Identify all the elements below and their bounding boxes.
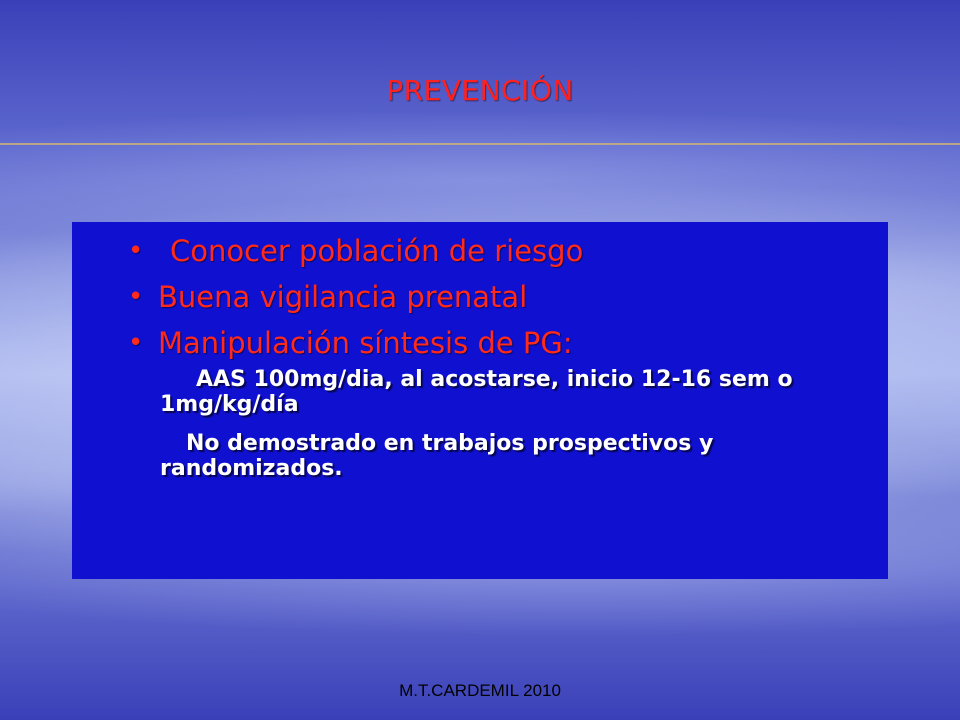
bullet-label: Buena vigilancia prenatal <box>158 280 528 314</box>
evidence-note-text: No demostrado en trabajos prospectivos y randomizados. <box>160 431 714 481</box>
slide-title: PREVENCIÓN <box>386 74 574 107</box>
bullet-label: Conocer población de riesgo <box>170 234 584 268</box>
bullet-item <box>128 228 583 274</box>
bullet-icon: • <box>128 328 144 358</box>
bullet-list <box>128 228 583 366</box>
footer-credit: M.T.CARDEMIL 2010 <box>399 681 561 700</box>
bullet-item <box>128 274 583 320</box>
evidence-note <box>160 431 860 481</box>
dosage-note <box>160 367 860 417</box>
bullet-item <box>128 320 583 366</box>
bullet-icon: • <box>128 236 144 266</box>
bullet-label: Manipulación síntesis de PG: <box>158 326 573 360</box>
bullet-icon: • <box>128 282 144 312</box>
title-divider <box>0 143 960 145</box>
dosage-note-text: AAS 100mg/dia, al acostarse, inicio 12-16 sem o 1mg/kg/día <box>160 367 793 417</box>
